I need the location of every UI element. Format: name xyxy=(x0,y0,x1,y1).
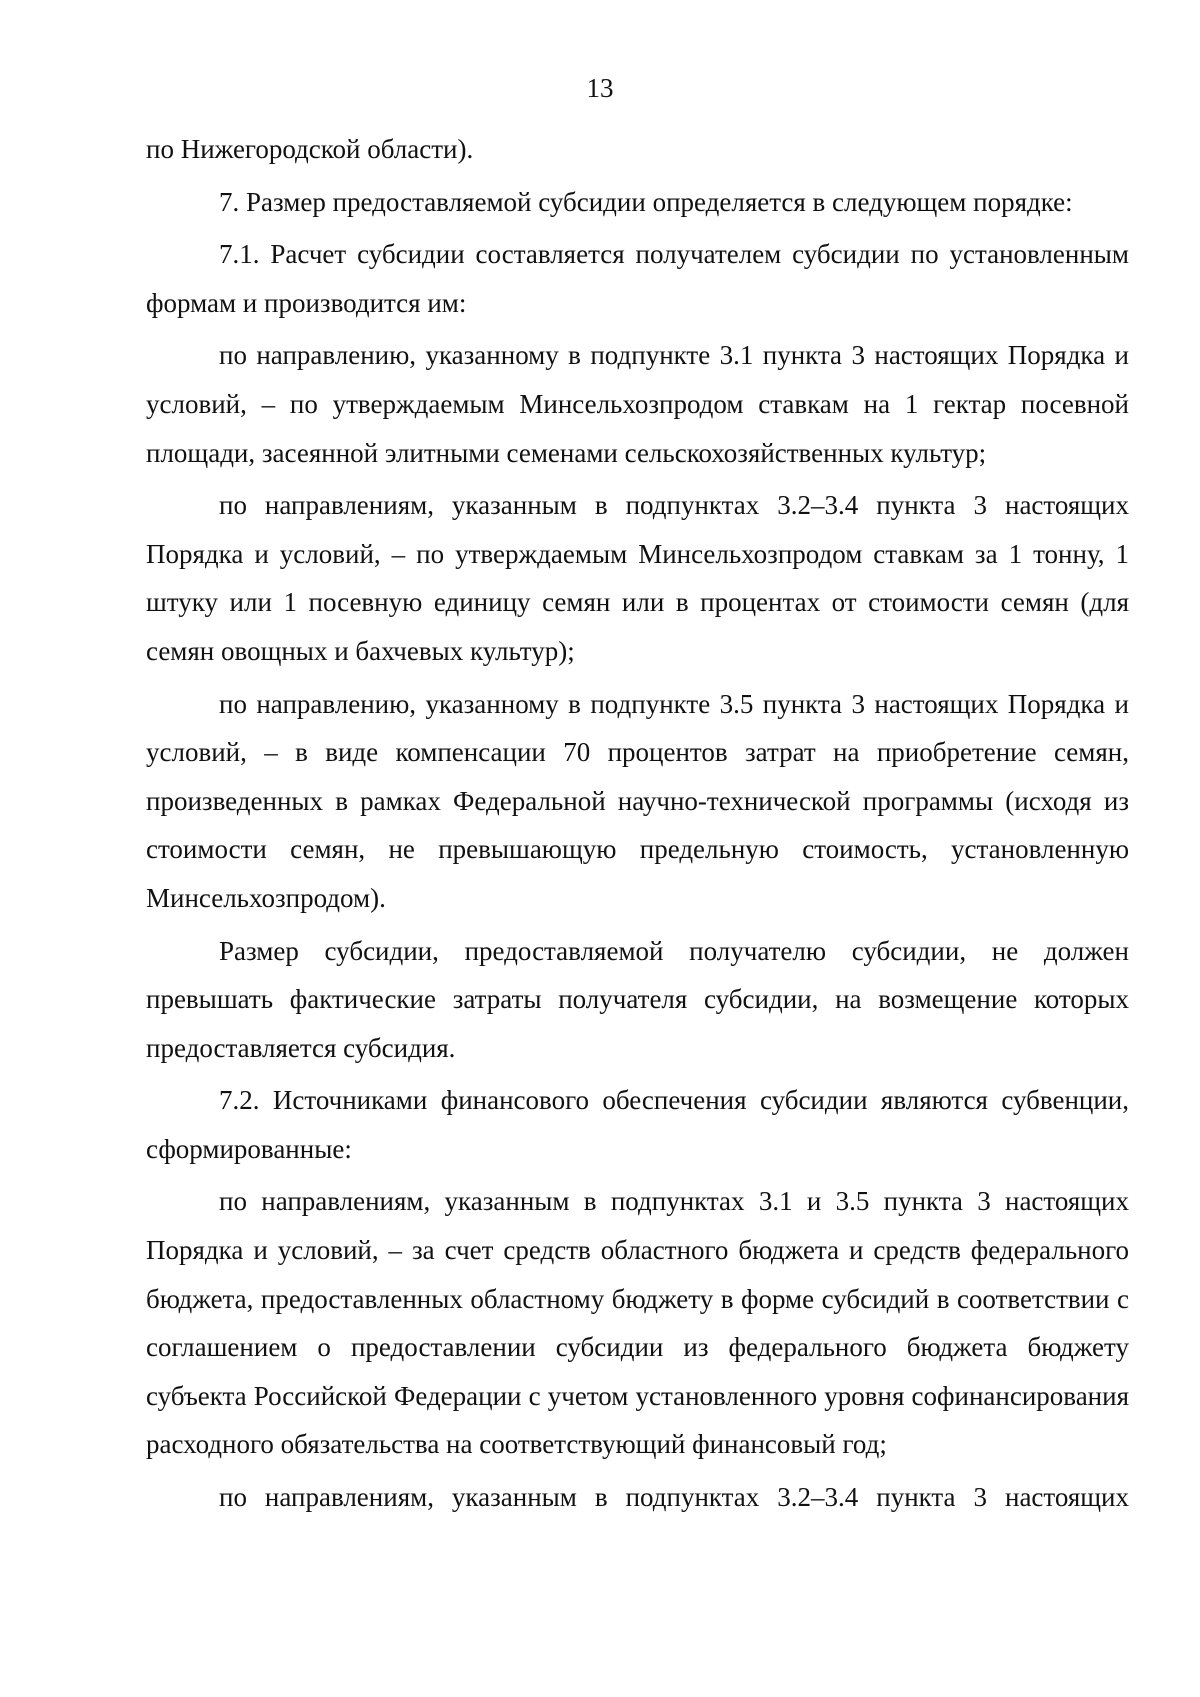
paragraph-funding-3-1-3-5: по направлениям, указанным в подпунктах 3.1 и 3.5 пункта 3 настоящих Порядка и условий, – за счет средств областного бюджета и средств федерального бюджета, предоставленных областному бюджету в форме субсидий в соответствии с соглашением о предоставлении субсидии из федерального бюджета бюджету субъекта Российской Федерации с учетом установленного уровня софинансирования расходного обязательства на соответствующий финансовый год; xyxy=(146,1186,1129,1460)
paragraph-item-7-1: 7.1. Расчет субсидии составляется получателем субсидии по установленным формам и производится им: xyxy=(146,239,1129,318)
document-body xyxy=(146,125,1129,1526)
paragraph-subsidy-size: Размер субсидии, предоставляемой получателю субсидии, не должен превышать фактические затраты получателя субсидии, на возмещение которых предоставляется субсидия. xyxy=(146,935,1129,1063)
page-number: 13 xyxy=(586,73,614,103)
paragraph-direction-3-1: по направлению, указанному в подпункте 3.1 пункта 3 настоящих Порядка и условий, – по утверждаемым Минсельхозпродом ставкам на 1 гектар посевной площади, засеянной элитными семенами сельскохозяйственных культур; xyxy=(146,340,1129,468)
paragraph-continuation: по Нижегородской области). xyxy=(146,134,474,164)
paragraph-directions-3-2-3-4: по направлениям, указанным в подпунктах 3.2–3.4 пункта 3 настоящих Порядка и условий, – по утверждаемым Минсельхозпродом ставкам за 1 тонну, 1 штуку или 1 посевную единицу семян или в процентах от стоимости семян (для семян овощных и бахчевых культур); xyxy=(146,490,1129,666)
paragraph-funding-3-2-3-4: по направлениям, указанным в подпунктах 3.2–3.4 пункта 3 настоящих xyxy=(219,1482,1129,1513)
paragraph-item-7: 7. Размер предоставляемой субсидии определяется в следующем порядке: xyxy=(219,186,1073,217)
paragraph-direction-3-5: по направлению, указанному в подпункте 3.5 пункта 3 настоящих Порядка и условий, – в виде компенсации 70 процентов затрат на приобретение семян, произведенных в рамках Федеральной научно-технической программы (исходя из стоимости семян, не превышающую предельную стоимость, установленную Минсельхозпродом). xyxy=(146,688,1129,913)
paragraph-item-7-2: 7.2. Источниками финансового обеспечения субсидии являются субвенции, сформированные: xyxy=(146,1085,1129,1164)
